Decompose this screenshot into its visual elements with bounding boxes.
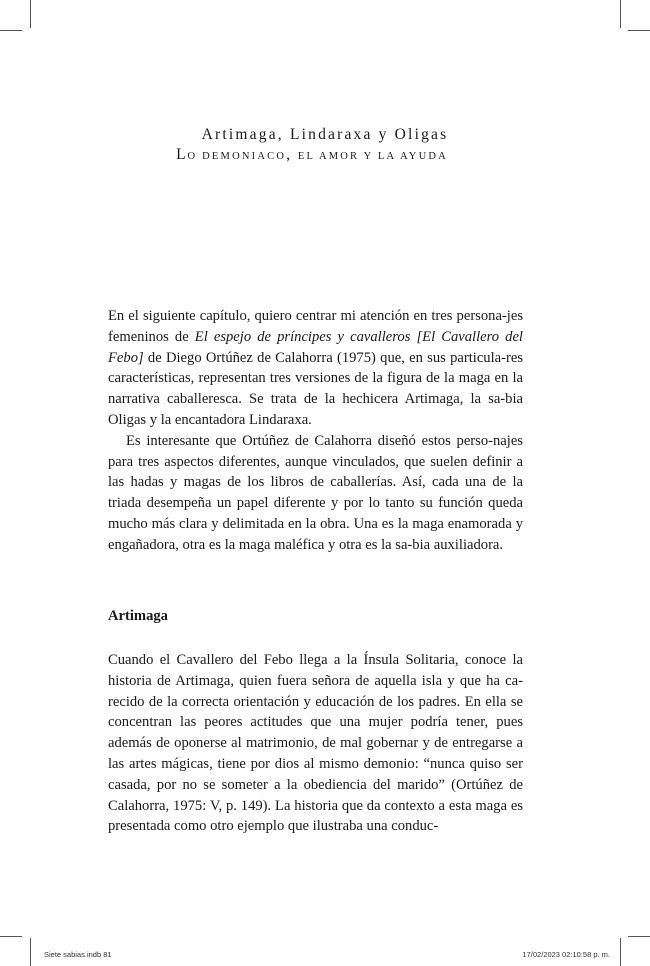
crop-mark (628, 30, 650, 31)
footer-file-info: Siete sabias.indb 81 (44, 950, 112, 959)
paragraph: Es interesante que Ortúñez de Calahorra diseñó estos perso-najes para tres aspectos diferentes, aunque vinculados, que suelen definir a las hadas y magas de los libros de caballerías. Así, cada una de la triada desempeña un papel diferente y por lo tanto su función queda mucho más clara y delimitada en la obra. Una es la maga enamorada y engañadora, otra es la maga maléfica y otra es la sa-bia auxiliadora. (108, 432, 523, 553)
crop-mark (0, 30, 22, 31)
chapter-subtitle: LO DEMONIACO, EL AMOR Y LA AYUDA (176, 146, 448, 163)
chapter-title (0, 125, 650, 167)
paragraph: En el siguiente capítulo, quiero centrar mi atención en tres persona-jes femeninos de El espejo de príncipes y cavalleros [El Cavallero del Febo] de Diego Ortúñez de Calahorra (1975) que, en sus particula-res características, representan tres versiones de la figura de la maga en la narrativa caballeresca. Se trata de la hechicera Artimaga, la sa-bia Oligas y la encantadora Lindaraxa. (108, 308, 523, 428)
footer-timestamp: 17/02/2023 02:10:58 p. m. (522, 950, 610, 959)
chapter-title-main: Artimaga, Lindaraxa y Oligas (201, 126, 449, 143)
section-heading: Artimaga (108, 608, 168, 624)
crop-mark (30, 0, 31, 28)
crop-mark (620, 0, 621, 28)
intro-text (108, 306, 523, 556)
section-text (108, 650, 523, 837)
crop-mark (30, 938, 31, 966)
crop-mark (620, 938, 621, 966)
crop-mark (0, 936, 22, 937)
paragraph: Cuando el Cavallero del Febo llega a la Ínsula Solitaria, conoce la historia de Artimaga, quien fuera señora de aquella isla y que ha ca-recido de la correcta orientación y educación de los padres. En ella se concentran las peores actitudes que una mujer podría tener, pues además de oponerse al matrimonio, de mal gobernar y de entregarse a las artes mágicas, tiene por dios al mismo demonio: “nunca quiso ser casada, por no se someter a la obediencia del marido” (Ortúñez de Calahorra, 1975: V, p. 149). La historia que da contexto a esta maga es presentada como otro ejemplo que ilustraba una conduc- (108, 652, 523, 835)
crop-mark (628, 936, 650, 937)
